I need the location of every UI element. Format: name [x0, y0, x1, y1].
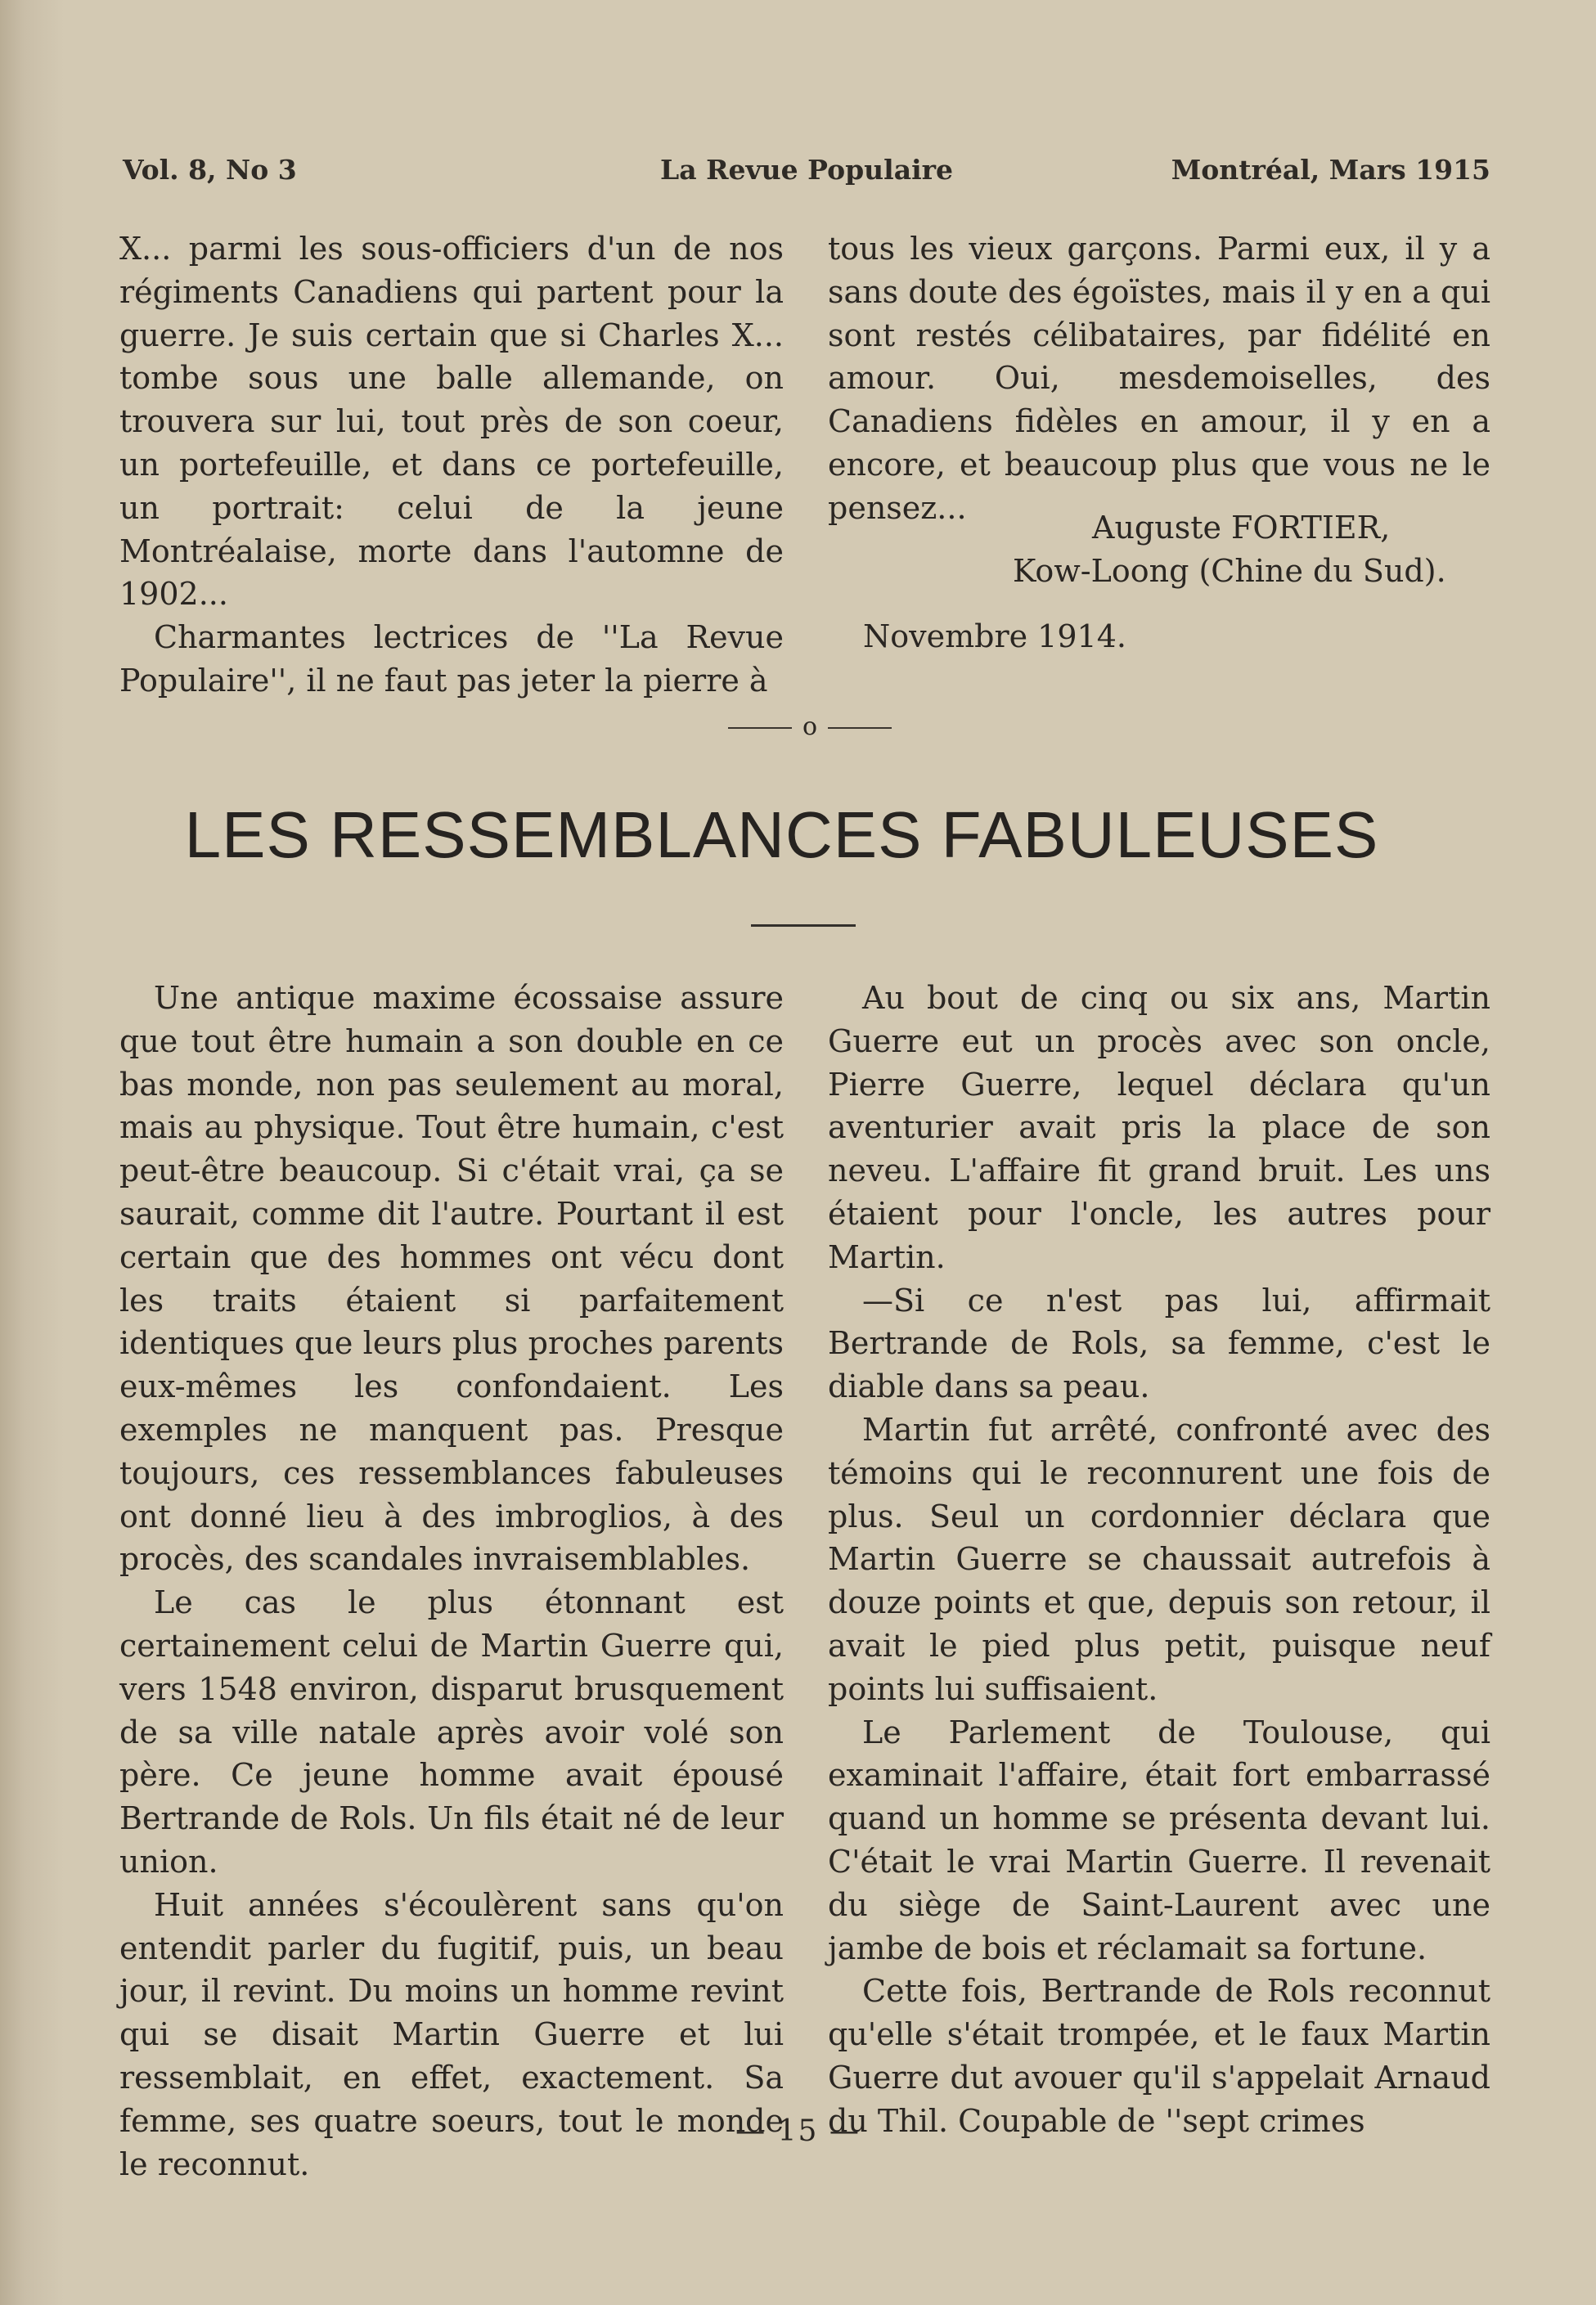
previous-article-right-column	[828, 227, 1490, 530]
letter-date: Novembre 1914.	[863, 618, 1126, 654]
paragraph: Le Parlement de Toulouse, qui examinait l'affaire, était fort embarrassé quand un homme se présenta devant lui. C'était le vrai Martin Guerre. Il revenait du siège de Saint-Laurent avec une jambe de bois et réclamait sa fortune.	[828, 1714, 1490, 1966]
paragraph: X... parmi les sous-officiers d'un de nos régiments Canadiens qui partent pour la guerre. Je suis certain que si Charles X... tombe sous une balle allemande, on trouvera sur lui, tout près de son coeur, un portefeuille, et dans ce portefeuille, un portrait: celui de la jeune Montréalaise, morte dans l'automne de 1902...	[119, 231, 784, 613]
separator-rule	[728, 727, 792, 729]
paragraph: Martin fut arrêté, confronté avec des témoins qui le reconnurent une fois de plus. Seul un cordonnier déclara que Martin Guerre se chaussait autrefois à douze points et que, depuis son retour, il avait le pied plus petit, puisque neuf points lui suffisaient.	[828, 1411, 1490, 1707]
header-place-date: Montréal, Mars 1915	[1171, 154, 1490, 186]
page-binding-edge	[0, 0, 64, 2305]
paragraph: Huit années s'écoulèrent sans qu'on entendit parler du fugitif, puis, un beau jour, il revint. Du moins un homme revint qui se disait Martin Guerre et lui ressemblait, en effet, exactement. Sa femme, ses quatre soeurs, tout le monde le reconnut.	[119, 1886, 784, 2182]
article-left-column	[119, 977, 784, 2186]
article-title: LES RESSEMBLANCES FABULEUSES	[184, 798, 1379, 871]
paragraph: —Si ce n'est pas lui, affirmait Bertrande de Rols, sa femme, c'est le diable dans sa peau.	[828, 1282, 1490, 1405]
separator-rule	[828, 727, 892, 729]
separator-ornament: o	[802, 712, 818, 741]
paragraph: tous les vieux garçons. Parmi eux, il y a sans doute des égoïstes, mais il y en a qui sont restés célibataires, par fidélité en amour. Oui, mesdemoiselles, des Canadiens fidèles en amour, il y en a encore, et beaucoup plus que vous ne le pensez...	[828, 231, 1490, 526]
previous-article-left-column	[119, 227, 784, 703]
article-right-column	[828, 977, 1490, 2143]
author-location: Kow-Loong (Chine du Sud).	[1013, 553, 1446, 589]
header-magazine-title: La Revue Populaire	[660, 154, 953, 186]
section-separator	[728, 712, 892, 744]
paragraph: Au bout de cinq ou six ans, Martin Guerre eut un procès avec son oncle, Pierre Guerre, lequel déclara qu'un aventurier avait pris la place de son neveu. L'affaire fit grand bruit. Les uns étaient pour l'oncle, les autres pour Martin.	[828, 980, 1490, 1275]
running-header	[123, 154, 1490, 195]
page-number: — 15 —	[735, 2114, 861, 2148]
paragraph: Charmantes lectrices de ''La Revue Populaire'', il ne faut pas jeter la pierre à	[119, 619, 784, 699]
header-volume: Vol. 8, No 3	[123, 154, 297, 186]
author-signature: Auguste FORTIER,	[1092, 510, 1391, 546]
paragraph: Le cas le plus étonnant est certainement celui de Martin Guerre qui, vers 1548 environ, disparut brusquement de sa ville natale après avoir volé son père. Ce jeune homme avait épousé Bertrande de Rols. Un fils était né de leur union.	[119, 1584, 784, 1880]
paragraph: Une antique maxime écossaise assure que tout être humain a son double en ce bas monde, non pas seulement au moral, mais au physique. Tout être humain, c'est peut-être beaucoup. Si c'était vrai, ça se saurait, comme dit l'autre. Pourtant il est certain que des hommes ont vécu dont les traits étaient si parfaitement identiques que leurs plus proches parents eux-mêmes les confondaient. Les exemples ne manquent pas. Presque toujours, ces ressemblances fabuleuses ont donné lieu à des imbroglios, à des procès, des scandales invraisemblables.	[119, 980, 784, 1578]
title-underline-rule	[751, 924, 856, 927]
paragraph: Cette fois, Bertrande de Rols reconnut qu'elle s'était trompée, et le faux Martin Guerre dut avouer qu'il s'appelait Arnaud du Thil. Coupable de ''sept crimes	[828, 1973, 1490, 2139]
